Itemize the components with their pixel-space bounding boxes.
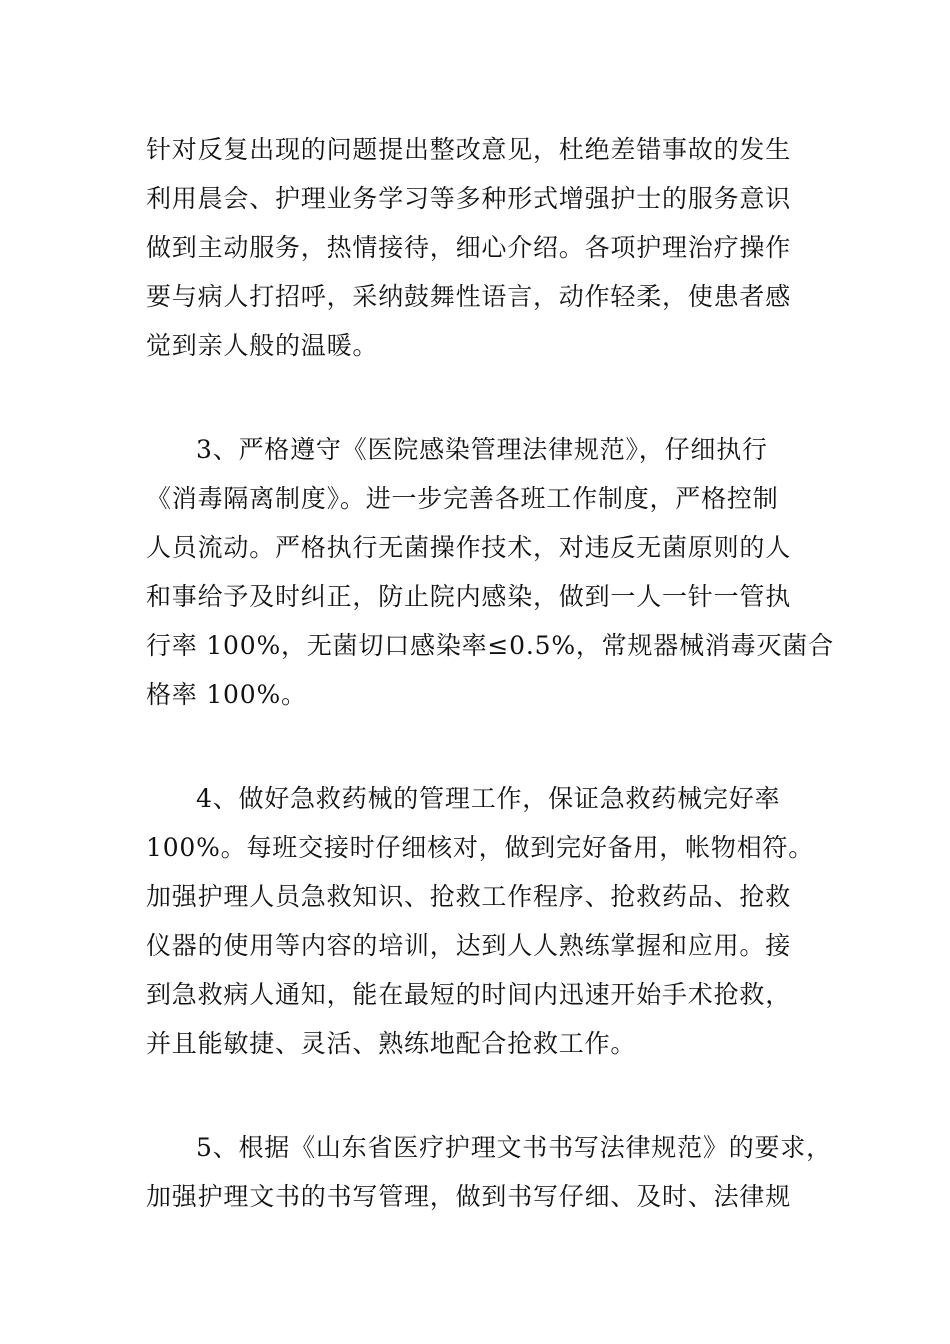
text-line: 加强护理文书的书写管理，做到书写仔细、及时、法律规 <box>146 1182 792 1211</box>
text-line: 行率 100%，无菌切口感染率≤0.5%，常规器械消毒灭菌合 <box>146 631 834 660</box>
text-line: 觉到亲人般的温暖。 <box>146 331 379 360</box>
text-line: 加强护理人员急救知识、抢救工作程序、抢救药品、抢救 <box>146 882 792 911</box>
text-line: 针对反复出现的问题提出整改意见，杜绝差错事故的发生 <box>146 135 792 164</box>
paragraph-3-first-line: 3、严格遵守《医院感染管理法律规范》，仔细执行 <box>196 435 768 464</box>
text-line: 100%。每班交接时仔细核对，做到完好备用，帐物相符。 <box>146 833 815 862</box>
text-line: 做到主动服务，热情接待，细心介绍。各项护理治疗操作 <box>146 233 792 262</box>
text-line: 并且能敏捷、灵活、熟练地配合抢救工作。 <box>146 1029 637 1058</box>
text-line: 到急救病人通知，能在最短的时间内迅速开始手术抢救， <box>146 980 792 1009</box>
text-line: 格率 100%。 <box>146 680 307 709</box>
text-line: 仪器的使用等内容的培训，达到人人熟练掌握和应用。接 <box>146 931 792 960</box>
text-line: 人员流动。严格执行无菌操作技术，对违反无菌原则的人 <box>146 533 792 562</box>
text-line: 要与病人打招呼，采纳鼓舞性语言，动作轻柔，使患者感 <box>146 282 792 311</box>
text-line: 利用晨会、护理业务学习等多种形式增强护士的服务意识 <box>146 184 792 213</box>
text-line: 《消毒隔离制度》。进一步完善各班工作制度，严格控制 <box>146 484 779 513</box>
paragraph-5-first-line: 5、根据《山东省医疗护理文书书写法律规范》的要求， <box>196 1133 832 1162</box>
text-line: 和事给予及时纠正，防止院内感染，做到一人一针一管执 <box>146 582 792 611</box>
paragraph-4-first-line: 4、做好急救药械的管理工作，保证急救药械完好率 <box>196 784 781 813</box>
